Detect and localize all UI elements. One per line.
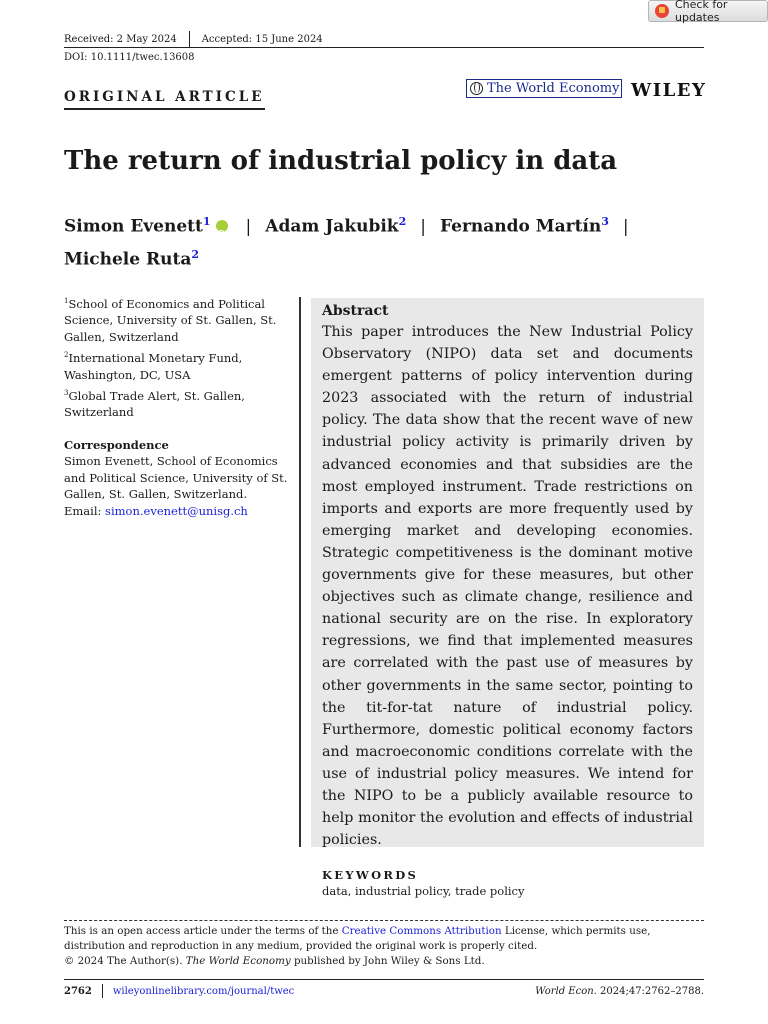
keywords: data, industrial policy, trade policy (322, 884, 525, 899)
affiliation: $^2$International Monetary Fund, Washington, DC, USA (64, 351, 243, 382)
abstract-box (311, 298, 704, 899)
paper-title: The return of industrial policy in data (64, 146, 618, 176)
page-number: 2762 (64, 985, 92, 997)
received-date: Received: 2 May 2024 (64, 33, 177, 45)
author-list (64, 208, 664, 273)
article-type: ORIGINAL ARTICLE (64, 89, 265, 110)
page-footer (64, 984, 704, 998)
keywords-heading: KEYWORDS (322, 868, 419, 883)
author-separator: | (420, 216, 426, 237)
publisher-logo: WILEY (631, 80, 707, 101)
author-name: Simon Evenett (64, 216, 203, 237)
author-affil-ref[interactable]: 2 (398, 215, 407, 228)
date-separator (189, 31, 190, 47)
doi: DOI: 10.1111/twec.13608 (64, 52, 195, 63)
column-divider (299, 297, 301, 847)
check-for-updates-button[interactable] (648, 0, 768, 22)
correspondence-email-line: Email: simon.evenett@unisg.ch (64, 503, 248, 518)
affiliations-column (64, 293, 290, 519)
author-affil-ref[interactable]: 1 (202, 215, 211, 228)
correspondence-text: Simon Evenett, School of Economics and Political Science, University of St. Gallen, St. Gallen, Switzerland. (64, 454, 288, 502)
author-name: Michele Ruta (64, 249, 192, 270)
author-affil-ref[interactable]: 3 (601, 215, 609, 228)
journal-name: The World Economy (487, 81, 620, 96)
journal-url-link[interactable]: wileyonlinelibrary.com/journal/twec (112, 985, 295, 997)
header-rule (64, 47, 704, 48)
orcid-icon[interactable] (216, 220, 228, 232)
author-affil-ref[interactable]: 2 (191, 247, 200, 261)
globe-icon (470, 82, 483, 95)
accepted-date: Accepted: 15 June 2024 (201, 33, 323, 45)
author-separator: | (245, 216, 252, 237)
crossmark-icon (655, 4, 669, 18)
email-link[interactable]: simon.evenett@unisg.ch (105, 503, 248, 518)
author-name: Fernando Martín (439, 216, 602, 237)
affiliation: $^1$School of Economics and Political Science, University of St. Gallen, St. Gallen, Switzerland (64, 296, 277, 344)
affiliation: $^3$Global Trade Alert, St. Gallen, Switzerland (64, 388, 245, 420)
citation: World Econ. 2024;47:2762–2788. (535, 985, 704, 997)
check-for-updates-label: Check for updates (675, 0, 728, 24)
author-name: Adam Jakubik (265, 216, 399, 237)
article-dates (64, 31, 323, 47)
abstract-text: This paper introduces the New Industrial Policy Observatory (NIPO) data set and documents emergent patterns of policy intervention during 2023 associated with the return of industrial policy. The data show that the recent wave of new industrial policy activity is primarily driven by advanced economies and that subsidies are the most employed instrument. Trade restrictions on imports and exports are more frequently used by emerging market and developing economies. Strategic competitiveness is the dominant motive governments give for these measures, but other objectives such as climate change, resilience and national security are on the rise. In exploratory regressions, we find that implemented measures are correlated with the past use of measures by other governments in the same sector, pointing to the tit-for-tat nature of industrial policy. Furthermore, domestic political economy factors and macroeconomic conditions correlate with the use of industrial policy measures. We intend for the NIPO to be a publicly available resource to help monitor the evolution and effects of industrial policies. (322, 324, 693, 849)
correspondence-heading: Correspondence (64, 437, 169, 452)
license-notice: This is an open access article under the terms of the Creative Commons Attribution License, which permits use, distribution and reproduction in any medium, provided the original work is properly cited. © 2024 The Author(s). The World Economy published by John Wiley & Sons Ltd. (64, 925, 651, 967)
cc-license-link[interactable]: Creative Commons Attribution (341, 925, 502, 937)
author-separator: | (622, 216, 629, 237)
journal-logo[interactable] (466, 79, 622, 98)
footer-rule (64, 979, 704, 980)
abstract-heading: Abstract (322, 303, 389, 319)
license-divider (64, 920, 704, 921)
footer-separator (102, 984, 103, 998)
